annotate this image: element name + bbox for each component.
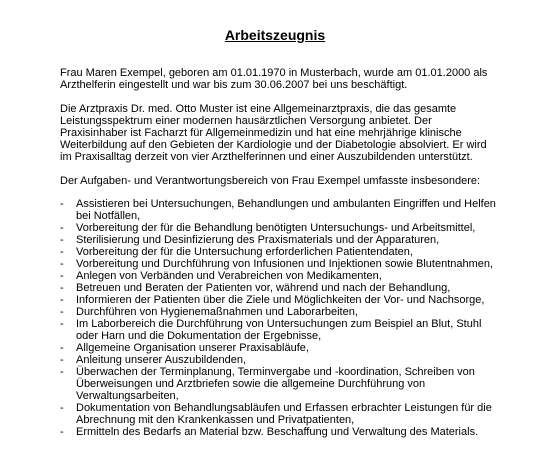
task-text: Anleitung unserer Auszubildenden, (76, 354, 247, 366)
task-text: Überwachen der Terminplanung, Terminvergabe und -koordination, Schreiben von Überweisungen und Arztbriefen sowie die allgemeine Durchführung von Verwaltungsarbeiten, (76, 366, 475, 402)
task-text: Informieren der Patienten über die Ziele und Möglichkeiten der Vor- und Nachsorge, (76, 294, 485, 306)
task-list-item (60, 258, 500, 270)
task-list-item (60, 306, 500, 318)
task-list-item (60, 318, 500, 342)
bullet-dash: - (60, 258, 64, 270)
bullet-dash: - (60, 366, 64, 378)
task-list-item (60, 294, 500, 306)
task-list-item (60, 246, 500, 258)
task-text: Assistieren bei Untersuchungen, Behandlungen und ambulanten Eingriffen und Helfen bei Notfällen, (76, 198, 496, 222)
bullet-dash: - (60, 306, 64, 318)
responsibilities-intro-paragraph: Der Aufgaben- und Verantwortungsbereich von Frau Exempel umfasste insbesondere: (60, 175, 481, 187)
task-list-item (60, 282, 500, 294)
task-text: Allgemeine Organisation unserer Praxisabläufe, (76, 342, 309, 354)
task-text: Im Laborbereich die Durchführung von Untersuchungen zum Beispiel an Blut, Stuhl oder Harn und die Dokumentation der Ergebnisse, (76, 318, 482, 342)
task-list (60, 198, 500, 438)
intro-paragraph: Frau Maren Exempel, geboren am 01.01.1970 in Musterbach, wurde am 01.01.2000 als Arzthelferin eingestellt und war bis zum 30.06.2007 bei uns beschäftigt. (60, 67, 488, 91)
task-list-item (60, 234, 500, 246)
practice-description-paragraph: Die Arztpraxis Dr. med. Otto Muster ist eine Allgemeinarztpraxis, die das gesamte Leistungsspektrum einer modernen hausärztlichen Versorgung anbietet. Der Praxisinhaber ist Facharzt für Allgemeinmedizin und hat eine mehrjährige klinische Weiterbildung auf den Gebieten der Kardiologie und der Diabetologie absolviert. Er wird im Praxisalltag derzeit von vier Arzthelferinnen und einer Auszubildenden unterstützt. (60, 103, 487, 163)
bullet-dash: - (60, 402, 64, 414)
task-list-item (60, 198, 500, 222)
bullet-dash: - (60, 270, 64, 282)
bullet-dash: - (60, 222, 64, 234)
task-text: Betreuen und Beraten der Patienten vor, während und nach der Behandlung, (76, 282, 451, 294)
task-text: Ermitteln des Bedarfs an Material bzw. Beschaffung und Verwaltung des Materials. (76, 426, 479, 438)
task-list-item (60, 270, 500, 282)
task-text: Vorbereitung der für die Behandlung benötigten Untersuchungs- und Arbeitsmittel, (76, 222, 476, 234)
bullet-dash: - (60, 198, 64, 210)
bullet-dash: - (60, 234, 64, 246)
task-text: Dokumentation von Behandlungsabläufen und Erfassen erbrachter Leistungen für die Abrechnung mit den Krankenkassen und Privatpatienten, (76, 402, 492, 426)
task-list-item (60, 402, 500, 426)
document-title: Arbeitszeugnis (224, 27, 326, 43)
task-text: Anlegen von Verbänden und Verabreichen von Medikamenten, (76, 270, 382, 282)
bullet-dash: - (60, 294, 64, 306)
task-list-item (60, 342, 500, 354)
task-text: Sterilisierung und Desinfizierung des Praxismaterials und der Apparaturen, (76, 234, 440, 246)
task-list-item (60, 354, 500, 366)
task-text: Durchführen von Hygienemaßnahmen und Laborarbeiten, (76, 306, 358, 318)
bullet-dash: - (60, 354, 64, 366)
bullet-dash: - (60, 282, 64, 294)
bullet-dash: - (60, 318, 64, 330)
task-list-item (60, 222, 500, 234)
task-list-item (60, 426, 500, 438)
bullet-dash: - (60, 426, 64, 438)
bullet-dash: - (60, 246, 64, 258)
task-text: Vorbereitung der für die Untersuchung erforderlichen Patientendaten, (76, 246, 413, 258)
task-list-item (60, 366, 500, 402)
task-text: Vorbereitung und Durchführung von Infusionen und Injektionen sowie Blutentnahmen, (76, 258, 494, 270)
bullet-dash: - (60, 342, 64, 354)
